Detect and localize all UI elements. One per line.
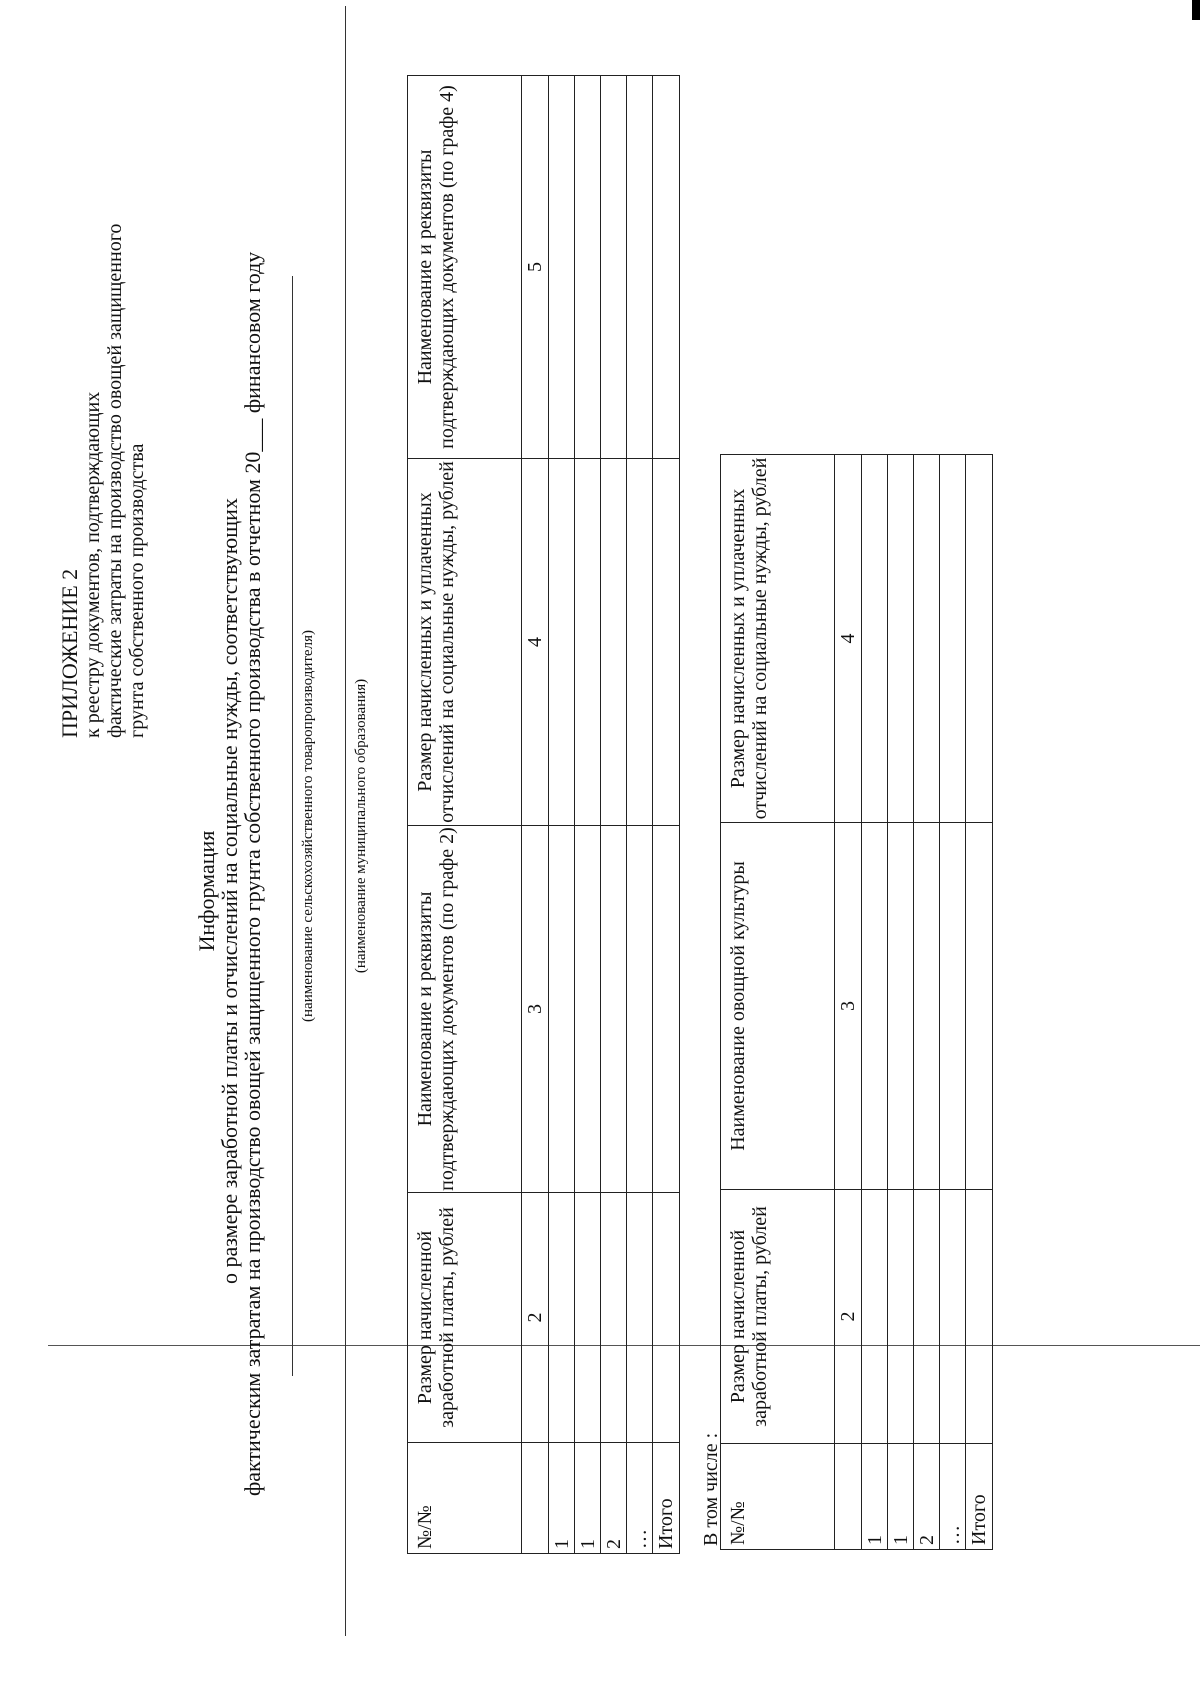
table-cell [940, 455, 966, 823]
col-header-social-contributions: Размер начисленных и уплаченных отчислений на социальные нужды, рублей [721, 455, 835, 823]
table-row [914, 455, 940, 1550]
table-cell [575, 826, 601, 1193]
col-number: 4 [522, 459, 549, 826]
col-header-social-docs: Наименование и реквизиты подтверждающих документов (по графе 4) [408, 76, 522, 459]
col-header-salary-docs: Наименование и реквизиты подтверждающих документов (по графе 2) [408, 826, 522, 1193]
col-number: 3 [835, 823, 862, 1190]
total-label: Итого [653, 1443, 680, 1554]
table-cell [549, 1193, 575, 1443]
table-cell [862, 1190, 888, 1444]
salary-table [407, 75, 680, 1554]
appendix-line: к реестру документов, подтверждающих [82, 391, 104, 738]
column-number-row [835, 455, 862, 1550]
col-header-salary: Размер начисленной заработной платы, рублей [408, 1193, 522, 1443]
table-cell [601, 76, 627, 459]
table-cell [966, 823, 993, 1190]
table-cell [940, 823, 966, 1190]
table-cell [653, 1193, 680, 1443]
col-number: 2 [835, 1190, 862, 1444]
table-cell [575, 1193, 601, 1443]
col-number: 5 [522, 76, 549, 459]
row-label: 2 [601, 1443, 627, 1554]
table-cell [601, 826, 627, 1193]
table-cell [653, 459, 680, 826]
appendix-title: ПРИЛОЖЕНИЕ 2 [57, 568, 82, 738]
table-cell [653, 76, 680, 459]
table-cell [549, 76, 575, 459]
table-row [601, 76, 627, 1554]
total-label: Итого [966, 1444, 993, 1550]
table-cell [888, 1190, 914, 1444]
appendix-block [58, 38, 148, 738]
row-label: 1 [862, 1444, 888, 1550]
table-cell [914, 1190, 940, 1444]
table-header-row [408, 76, 522, 1554]
col-header-number: №/№ [408, 1443, 522, 1554]
table-cell [549, 826, 575, 1193]
row-label: 1 [575, 1443, 601, 1554]
table-cell [549, 459, 575, 826]
table-cell [888, 455, 914, 823]
table-row [549, 76, 575, 1554]
row-label: … [940, 1444, 966, 1550]
table-cell [575, 459, 601, 826]
table-cell [627, 1193, 653, 1443]
table-row [862, 455, 888, 1550]
col-header-number: №/№ [721, 1444, 835, 1550]
table-cell [966, 1190, 993, 1444]
appendix-line: грунта собственного производства [126, 443, 148, 738]
table-cell [575, 76, 601, 459]
table-cell [601, 459, 627, 826]
total-row [653, 76, 680, 1554]
table-cell [627, 826, 653, 1193]
municipality-name-line [345, 6, 346, 1636]
heading-line-2: фактическим затратам на производство овощей защищенного грунта собственного производства в отчетном 20___ финансовом году [240, 251, 265, 1496]
col-number [835, 1444, 862, 1550]
row-label: … [627, 1443, 653, 1554]
heading-line-1: о размере заработной платы и отчислений на социальные нужды, соответствующих [217, 498, 242, 1284]
col-number [522, 1443, 549, 1554]
document-heading [194, 251, 265, 1496]
col-number: 4 [835, 455, 862, 823]
table-cell [914, 455, 940, 823]
crop-breakdown-table [720, 454, 993, 1550]
table-header-row [721, 455, 835, 1550]
row-label: 2 [914, 1444, 940, 1550]
col-header-crop-name: Наименование овощной культуры [721, 823, 835, 1190]
row-label: 1 [888, 1444, 914, 1550]
producer-caption: (наименование сельскохозяйственного товаропроизводителя) [300, 630, 316, 1022]
col-number: 3 [522, 826, 549, 1193]
col-header-social-contributions: Размер начисленных и уплаченных отчислений на социальные нужды, рублей [408, 459, 522, 826]
total-row [966, 455, 993, 1550]
table-cell [940, 1190, 966, 1444]
heading-title: Информация [194, 830, 219, 952]
table-cell [862, 823, 888, 1190]
column-number-row [522, 76, 549, 1554]
table-row [888, 455, 914, 1550]
including-label: В том числе : [700, 1432, 722, 1546]
appendix-line: фактические затраты на производство овощей защищенного [104, 223, 126, 738]
table-cell [653, 826, 680, 1193]
municipality-caption: (наименование муниципального образования) [353, 678, 369, 974]
producer-name-line [292, 276, 293, 1376]
table-row [940, 455, 966, 1550]
table-cell [627, 459, 653, 826]
table-cell [966, 455, 993, 823]
table-cell [601, 1193, 627, 1443]
table-cell [862, 455, 888, 823]
row-label: 1 [549, 1443, 575, 1554]
table-row [575, 76, 601, 1554]
table-row [627, 76, 653, 1554]
table-cell [888, 823, 914, 1190]
table-cell [627, 76, 653, 459]
col-header-salary: Размер начисленной заработной платы, рублей [721, 1190, 835, 1444]
table-cell [914, 823, 940, 1190]
col-number: 2 [522, 1193, 549, 1443]
